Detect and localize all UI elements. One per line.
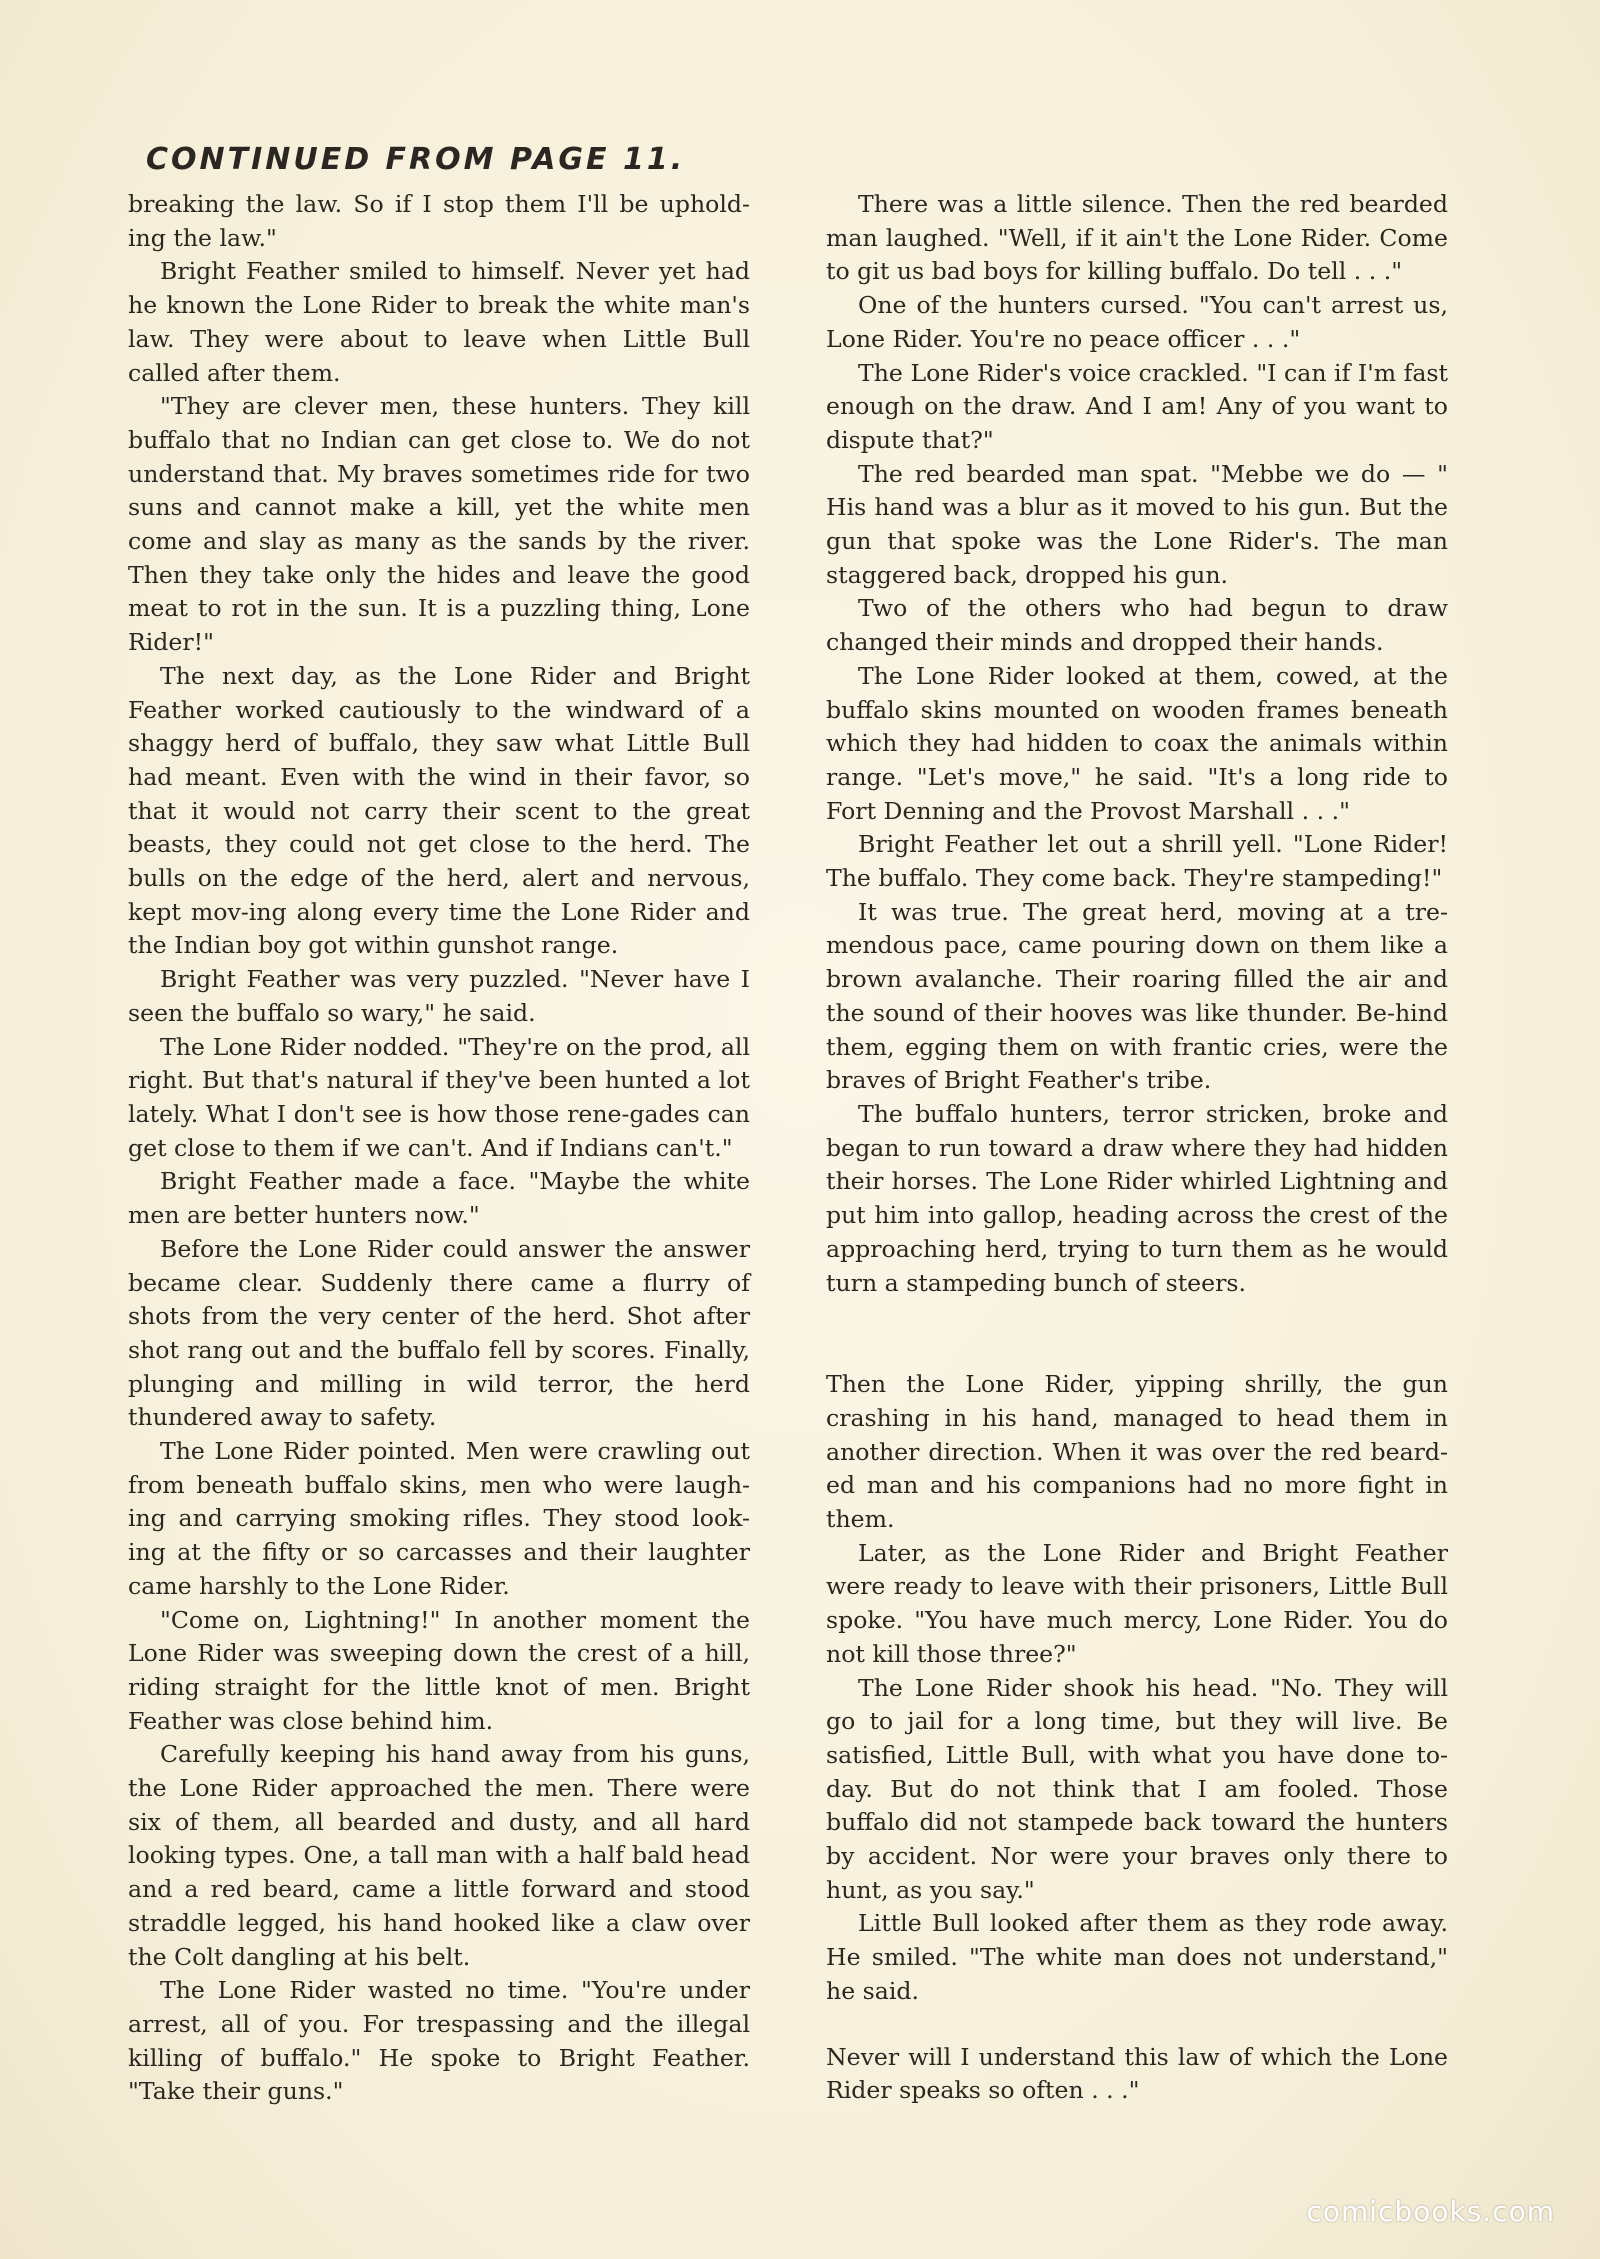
paragraph: The Lone Rider wasted no time. "You're under arrest, all of you. For trespassing and the illegal killing of buffalo." He spoke to Bright Feather. "Take their guns." [128,1976,750,2106]
paragraph: Carefully keeping his hand away from his guns, the Lone Rider approached the men. There were six of them, all bearded and dusty, and all hard looking types. One, a tall man with a half bald head and a red beard, came a little forward and stood straddle legged, his hand hooked like a claw over the Colt dangling at his belt. [128,1740,750,1971]
paragraph: The Lone Rider pointed. Men were crawling out from beneath buffalo skins, men who were laugh-ing and carrying smoking rifles. They stood look-ing at the fifty or so carcasses and their laughter came harshly to the Lone Rider. [128,1437,750,1600]
paragraph: There was a little silence. Then the red bearded man laughed. "Well, if it ain't the Lone Rider. Come to git us bad boys for killing buffalo. Do tell . . ." [826,190,1448,286]
paragraph: Later, as the Lone Rider and Bright Feather were ready to leave with their prisoners, Little Bull spoke. "You have much mercy, Lone Rider. You do not kill those three?" [826,1538,1448,1668]
paragraph: It was true. The great herd, moving at a tre-mendous pace, came pouring down on them like a brown avalanche. Their roaring filled the air and the sound of their hooves was like thunder. Be-hind them, egging them on with frantic cries, were the braves of Bright Feather's tribe. [826,897,1448,1095]
paragraph: One of the hunters cursed. "You can't arrest us, Lone Rider. You're no peace officer . . ." [826,291,1448,353]
paragraph: Bright Feather made a face. "Maybe the white men are better hunters now." [128,1167,750,1230]
paragraph: The Lone Rider shook his head. "No. They will go to jail for a long time, but they will live. Be satisfied, Little Bull, with what you have done to-day. But do not think that I am fooled. Those buffalo did not stampede back toward the hunters by accident. Nor were your braves only there to hunt, as you say." [826,1673,1448,1904]
left-column [128,188,750,2109]
paragraph: Before the Lone Rider could answer the answer became clear. Suddenly there came a flurry of shots from the very center of the herd. Shot after shot rang out and the buffalo fell by scores. Finally, plunging and milling in wild terror, the herd thundered away to safety. [128,1234,750,1432]
right-column-end [826,2041,1448,2108]
right-column [826,188,1448,2108]
paragraph: The next day, as the Lone Rider and Bright Feather worked cautiously to the windward of a shaggy herd of buffalo, they saw what Little Bull had meant. Even with the wind in their favor, so that it would not carry their scent to the great beasts, they could not get close to the herd. The bulls on the edge of the herd, alert and nervous, kept mov-ing along every time the Lone Rider and the Indian boy got within gunshot range. [128,661,750,960]
paragraph: Little Bull looked after them as they rode away. He smiled. "The white man does not understand," he said. [826,1909,1448,2005]
paragraph: "They are clever men, these hunters. They kill buffalo that no Indian can get close to. We do not understand that. My braves sometimes ride for two suns and cannot make a kill, yet the white men come and slay as many as the sands by the river. Then they take only the hides and leave the good meat to rot in the sun. It is a puzzling thing, Lone Rider!" [128,392,750,657]
right-column-bottom [826,1368,1448,2008]
paragraph: Two of the others who had begun to draw changed their minds and dropped their hands. [826,594,1448,657]
paragraph: The Lone Rider nodded. "They're on the prod, all right. But that's natural if they've been hunted a lot lately. What I don't see is how those rene-gades can get close to them if we can't. And if Indians can't." [128,1032,750,1162]
paragraph: Never will I understand this law of which the Lone Rider speaks so often . . ." [826,2042,1448,2105]
paragraph: Bright Feather let out a shrill yell. "Lone Rider! The buffalo. They come back. They're stampeding!" [826,830,1448,893]
paragraph: Bright Feather smiled to himself. Never yet had he known the Lone Rider to break the white man's law. They were about to leave when Little Bull called after them. [128,257,750,387]
paragraph: The buffalo hunters, terror stricken, broke and began to run toward a draw where they had hidden their horses. The Lone Rider whirled Lightning and put him into gallop, heading across the crest of the approaching herd, trying to turn them as he would turn a stampeding bunch of steers. [826,1099,1448,1297]
paragraph: The red bearded man spat. "Mebbe we do — " His hand was a blur as it moved to his gun. But the gun that spoke was the Lone Rider's. The man staggered back, dropped his gun. [826,459,1448,589]
paragraph: breaking the law. So if I stop them I'll be uphold-ing the law." [128,190,750,252]
watermark: comicbooks.com [1306,2195,1555,2228]
column-break-small [826,2009,1448,2041]
paragraph: "Come on, Lightning!" In another moment the Lone Rider was sweeping down the crest of a hill, riding straight for the little knot of men. Bright Feather was close behind him. [128,1605,750,1735]
left-column-body [128,188,750,2109]
paragraph: Then the Lone Rider, yipping shrilly, the gun crashing in his hand, managed to head them in another direction. When it was over the red beard-ed man and his companions had no more fight in them. [826,1370,1448,1534]
paragraph: The Lone Rider looked at them, cowed, at the buffalo skins mounted on wooden frames beneath which they had hidden to coax the animals within range. "Let's move," he said. "It's a long ride to Fort Denning and the Provost Marshall . . ." [826,661,1448,825]
continued-header: CONTINUED FROM PAGE 11. [146,142,686,177]
paragraph: Bright Feather was very puzzled. "Never have I seen the buffalo so wary," he said. [128,965,750,1027]
paragraph: The Lone Rider's voice crackled. "I can if I'm fast enough on the draw. And I am! Any of you want to dispute that?" [826,358,1448,454]
column-break [826,1300,1448,1368]
right-column-top [826,188,1448,1300]
